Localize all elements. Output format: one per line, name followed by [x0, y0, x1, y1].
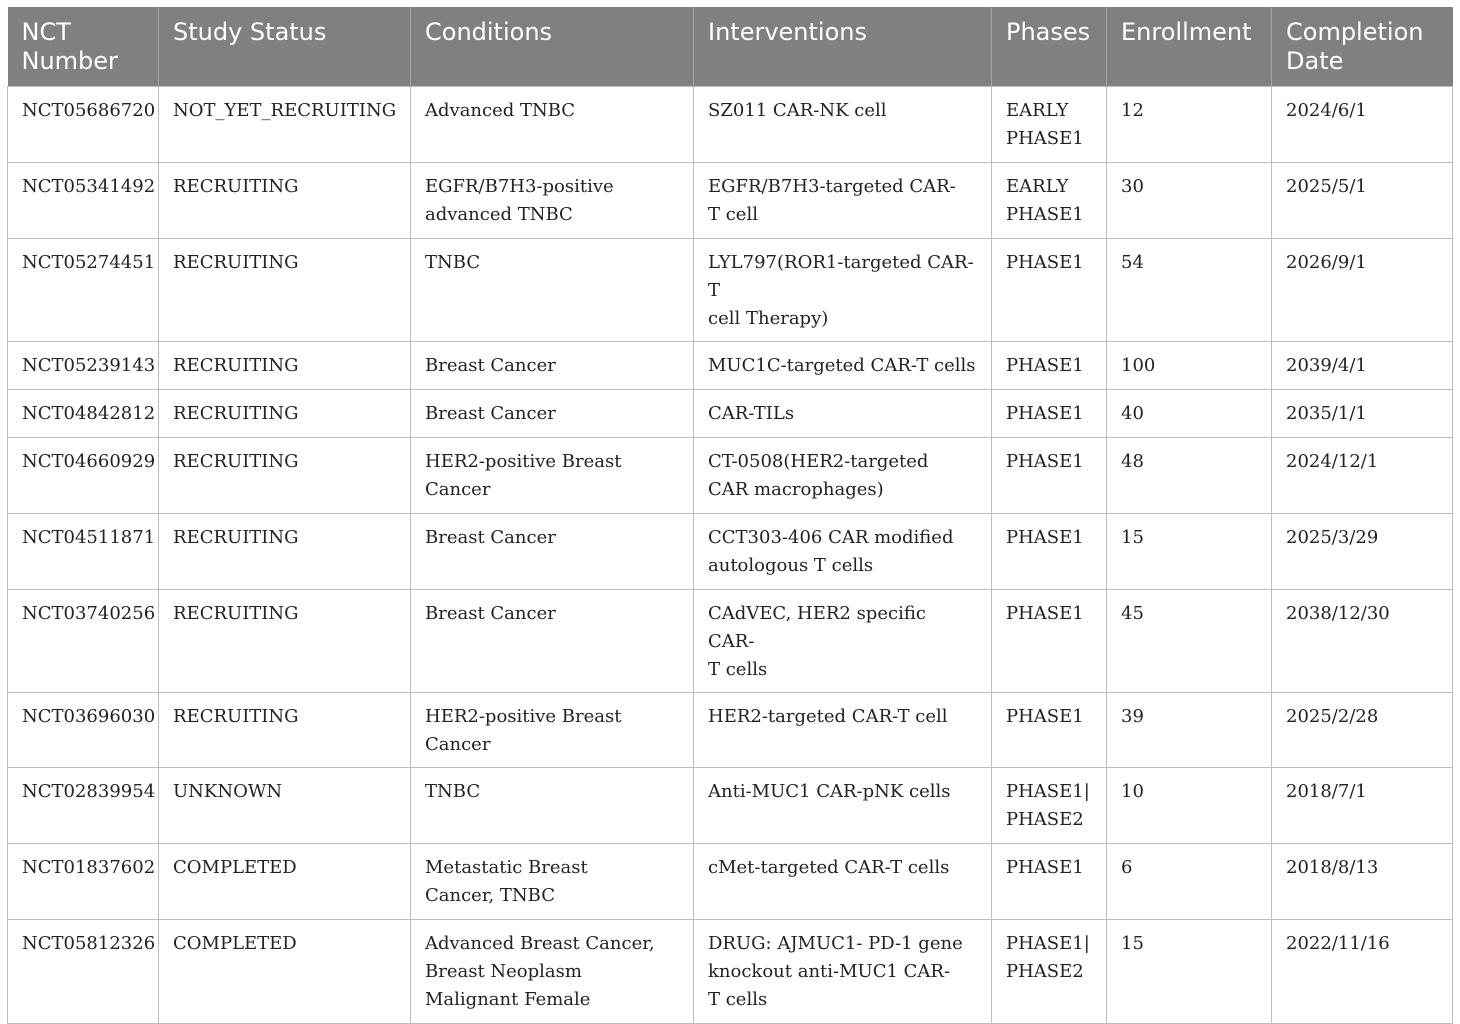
table-row: [8, 342, 1453, 390]
phases-cell: [992, 920, 1107, 1024]
completion-date-cell: [1272, 239, 1453, 342]
phases-cell: [992, 514, 1107, 590]
conditions-cell: [411, 844, 694, 920]
cell-value: Breast Cancer: [425, 403, 556, 424]
completion-date-cell: [1272, 342, 1453, 390]
column-header-label: Interventions: [708, 18, 867, 46]
completion-date-cell: [1272, 163, 1453, 239]
conditions-cell: [411, 390, 694, 438]
study-status-cell: [159, 239, 411, 342]
cell-value: PHASE1: [1006, 403, 1084, 424]
completion-date-cell: [1272, 87, 1453, 163]
phases-cell: [992, 590, 1107, 693]
column-header-study-status: [159, 7, 411, 87]
study-status-cell: [159, 768, 411, 844]
nct-number-cell: [8, 768, 159, 844]
conditions-cell: [411, 693, 694, 768]
phases-cell: [992, 87, 1107, 163]
cell-value: NCT01837602: [22, 857, 156, 878]
interventions-cell: [694, 693, 992, 768]
study-status-cell: [159, 163, 411, 239]
header-row: [8, 7, 1453, 87]
phases-cell: [992, 390, 1107, 438]
cell-value: CAdVEC, HER2 specific CAR- T cells: [708, 603, 926, 680]
cell-value: 2026/9/1: [1286, 252, 1367, 273]
study-status-cell: [159, 514, 411, 590]
conditions-cell: [411, 768, 694, 844]
enrollment-cell: [1107, 390, 1272, 438]
completion-date-cell: [1272, 920, 1453, 1024]
column-header-phases: [992, 7, 1107, 87]
enrollment-cell: [1107, 844, 1272, 920]
cell-value: EARLY PHASE1: [1006, 100, 1084, 149]
cell-value: PHASE1: [1006, 527, 1084, 548]
cell-value: NCT05341492: [22, 176, 156, 197]
cell-value: EGFR/B7H3-targeted CAR- T cell: [708, 176, 956, 225]
column-header-conditions: [411, 7, 694, 87]
table-row: [8, 438, 1453, 514]
completion-date-cell: [1272, 768, 1453, 844]
interventions-cell: [694, 239, 992, 342]
cell-value: EGFR/B7H3-positive advanced TNBC: [425, 176, 614, 225]
nct-number-cell: [8, 514, 159, 590]
cell-value: 15: [1121, 527, 1144, 548]
interventions-cell: [694, 844, 992, 920]
cell-value: 10: [1121, 781, 1144, 802]
cell-value: 2022/11/16: [1286, 933, 1390, 954]
cell-value: PHASE1: [1006, 603, 1084, 624]
nct-number-cell: [8, 87, 159, 163]
cell-value: 2024/6/1: [1286, 100, 1367, 121]
cell-value: RECRUITING: [173, 176, 299, 197]
column-header-completion-date: [1272, 7, 1453, 87]
cell-value: CT-0508(HER2-targeted CAR macrophages): [708, 451, 929, 500]
study-status-cell: [159, 590, 411, 693]
conditions-cell: [411, 920, 694, 1024]
conditions-cell: [411, 438, 694, 514]
cell-value: UNKNOWN: [173, 781, 283, 802]
interventions-cell: [694, 390, 992, 438]
cell-value: PHASE1| PHASE2: [1006, 933, 1090, 982]
cell-value: NCT05239143: [22, 355, 156, 376]
cell-value: 54: [1121, 252, 1144, 273]
cell-value: Advanced Breast Cancer, Breast Neoplasm Malignant Female: [425, 933, 655, 1010]
cell-value: 2018/7/1: [1286, 781, 1367, 802]
cell-value: 39: [1121, 706, 1144, 727]
cell-value: RECRUITING: [173, 527, 299, 548]
cell-value: 2039/4/1: [1286, 355, 1367, 376]
column-header-interventions: [694, 7, 992, 87]
nct-number-cell: [8, 342, 159, 390]
table-row: [8, 844, 1453, 920]
cell-value: cMet-targeted CAR-T cells: [708, 857, 950, 878]
cell-value: Metastatic Breast Cancer, TNBC: [425, 857, 588, 906]
phases-cell: [992, 163, 1107, 239]
cell-value: 2025/2/28: [1286, 706, 1379, 727]
interventions-cell: [694, 438, 992, 514]
interventions-cell: [694, 920, 992, 1024]
nct-number-cell: [8, 239, 159, 342]
table-row: [8, 693, 1453, 768]
study-status-cell: [159, 342, 411, 390]
cell-value: 2024/12/1: [1286, 451, 1379, 472]
cell-value: 2025/5/1: [1286, 176, 1367, 197]
cell-value: LYL797(ROR1-targeted CAR-T cell Therapy): [708, 252, 974, 329]
study-status-cell: [159, 390, 411, 438]
study-status-cell: [159, 844, 411, 920]
cell-value: NCT04511871: [22, 527, 156, 548]
interventions-cell: [694, 590, 992, 693]
cell-value: NCT05812326: [22, 933, 156, 954]
column-header-label: Enrollment: [1121, 18, 1252, 46]
completion-date-cell: [1272, 514, 1453, 590]
cell-value: NCT04842812: [22, 403, 156, 424]
enrollment-cell: [1107, 342, 1272, 390]
conditions-cell: [411, 87, 694, 163]
cell-value: 100: [1121, 355, 1156, 376]
interventions-cell: [694, 768, 992, 844]
conditions-cell: [411, 239, 694, 342]
cell-value: NCT02839954: [22, 781, 156, 802]
enrollment-cell: [1107, 438, 1272, 514]
study-status-cell: [159, 693, 411, 768]
cell-value: HER2-positive Breast Cancer: [425, 706, 622, 755]
cell-value: NCT05274451: [22, 252, 156, 273]
table-row: [8, 239, 1453, 342]
column-header-label: Completion Date: [1286, 18, 1424, 75]
cell-value: DRUG: AJMUC1- PD-1 gene knockout anti-MUC1 CAR- T cells: [708, 933, 963, 1010]
completion-date-cell: [1272, 590, 1453, 693]
cell-value: PHASE1| PHASE2: [1006, 781, 1090, 830]
cell-value: MUC1C-targeted CAR-T cells: [708, 355, 976, 376]
cell-value: 2025/3/29: [1286, 527, 1379, 548]
cell-value: RECRUITING: [173, 603, 299, 624]
cell-value: 15: [1121, 933, 1144, 954]
cell-value: 2035/1/1: [1286, 403, 1367, 424]
enrollment-cell: [1107, 239, 1272, 342]
cell-value: Breast Cancer: [425, 527, 556, 548]
column-header-label: NCT Number: [21, 18, 118, 75]
table-body: [8, 87, 1453, 1024]
cell-value: CCT303-406 CAR modified autologous T cells: [708, 527, 954, 576]
enrollment-cell: [1107, 514, 1272, 590]
completion-date-cell: [1272, 438, 1453, 514]
interventions-cell: [694, 514, 992, 590]
cell-value: COMPLETED: [173, 933, 297, 954]
column-header-label: Study Status: [173, 18, 327, 46]
cell-value: NCT05686720: [22, 100, 156, 121]
interventions-cell: [694, 342, 992, 390]
enrollment-cell: [1107, 163, 1272, 239]
nct-number-cell: [8, 163, 159, 239]
nct-number-cell: [8, 590, 159, 693]
cell-value: NOT_YET_RECRUITING: [173, 100, 397, 121]
cell-value: 30: [1121, 176, 1144, 197]
cell-value: PHASE1: [1006, 451, 1084, 472]
enrollment-cell: [1107, 590, 1272, 693]
conditions-cell: [411, 163, 694, 239]
cell-value: PHASE1: [1006, 355, 1084, 376]
enrollment-cell: [1107, 920, 1272, 1024]
enrollment-cell: [1107, 87, 1272, 163]
nct-number-cell: [8, 844, 159, 920]
cell-value: 45: [1121, 603, 1144, 624]
phases-cell: [992, 342, 1107, 390]
cell-value: 6: [1121, 857, 1133, 878]
cell-value: Anti-MUC1 CAR-pNK cells: [708, 781, 951, 802]
cell-value: TNBC: [425, 252, 481, 273]
cell-value: Breast Cancer: [425, 603, 556, 624]
phases-cell: [992, 844, 1107, 920]
cell-value: PHASE1: [1006, 252, 1084, 273]
nct-number-cell: [8, 390, 159, 438]
cell-value: EARLY PHASE1: [1006, 176, 1084, 225]
nct-number-cell: [8, 438, 159, 514]
column-header-label: Phases: [1006, 18, 1091, 46]
table-row: [8, 920, 1453, 1024]
cell-value: 2038/12/30: [1286, 603, 1390, 624]
enrollment-cell: [1107, 768, 1272, 844]
interventions-cell: [694, 87, 992, 163]
phases-cell: [992, 768, 1107, 844]
cell-value: HER2-targeted CAR-T cell: [708, 706, 948, 727]
cell-value: NCT03696030: [22, 706, 156, 727]
cell-value: PHASE1: [1006, 857, 1084, 878]
completion-date-cell: [1272, 390, 1453, 438]
cell-value: RECRUITING: [173, 706, 299, 727]
completion-date-cell: [1272, 693, 1453, 768]
cell-value: NCT03740256: [22, 603, 156, 624]
column-header-nct-number: [8, 7, 159, 87]
phases-cell: [992, 693, 1107, 768]
cell-value: RECRUITING: [173, 451, 299, 472]
cell-value: TNBC: [425, 781, 481, 802]
cell-value: RECRUITING: [173, 403, 299, 424]
cell-value: PHASE1: [1006, 706, 1084, 727]
completion-date-cell: [1272, 844, 1453, 920]
cell-value: RECRUITING: [173, 252, 299, 273]
table-row: [8, 768, 1453, 844]
cell-value: 40: [1121, 403, 1144, 424]
clinical-trials-table: [7, 7, 1453, 1024]
table-row: [8, 390, 1453, 438]
table-row: [8, 590, 1453, 693]
table-row: [8, 514, 1453, 590]
conditions-cell: [411, 514, 694, 590]
column-header-label: Conditions: [425, 18, 553, 46]
conditions-cell: [411, 590, 694, 693]
cell-value: Breast Cancer: [425, 355, 556, 376]
phases-cell: [992, 239, 1107, 342]
cell-value: CAR-TILs: [708, 403, 795, 424]
study-status-cell: [159, 438, 411, 514]
cell-value: HER2-positive Breast Cancer: [425, 451, 622, 500]
table-row: [8, 87, 1453, 163]
nct-number-cell: [8, 920, 159, 1024]
enrollment-cell: [1107, 693, 1272, 768]
study-status-cell: [159, 87, 411, 163]
table-row: [8, 163, 1453, 239]
trials-table-container: [7, 7, 1452, 1024]
interventions-cell: [694, 163, 992, 239]
conditions-cell: [411, 342, 694, 390]
cell-value: 12: [1121, 100, 1144, 121]
cell-value: RECRUITING: [173, 355, 299, 376]
cell-value: SZ011 CAR-NK cell: [708, 100, 887, 121]
nct-number-cell: [8, 693, 159, 768]
cell-value: 2018/8/13: [1286, 857, 1379, 878]
study-status-cell: [159, 920, 411, 1024]
cell-value: NCT04660929: [22, 451, 156, 472]
cell-value: 48: [1121, 451, 1144, 472]
phases-cell: [992, 438, 1107, 514]
cell-value: Advanced TNBC: [425, 100, 576, 121]
cell-value: COMPLETED: [173, 857, 297, 878]
column-header-enrollment: [1107, 7, 1272, 87]
